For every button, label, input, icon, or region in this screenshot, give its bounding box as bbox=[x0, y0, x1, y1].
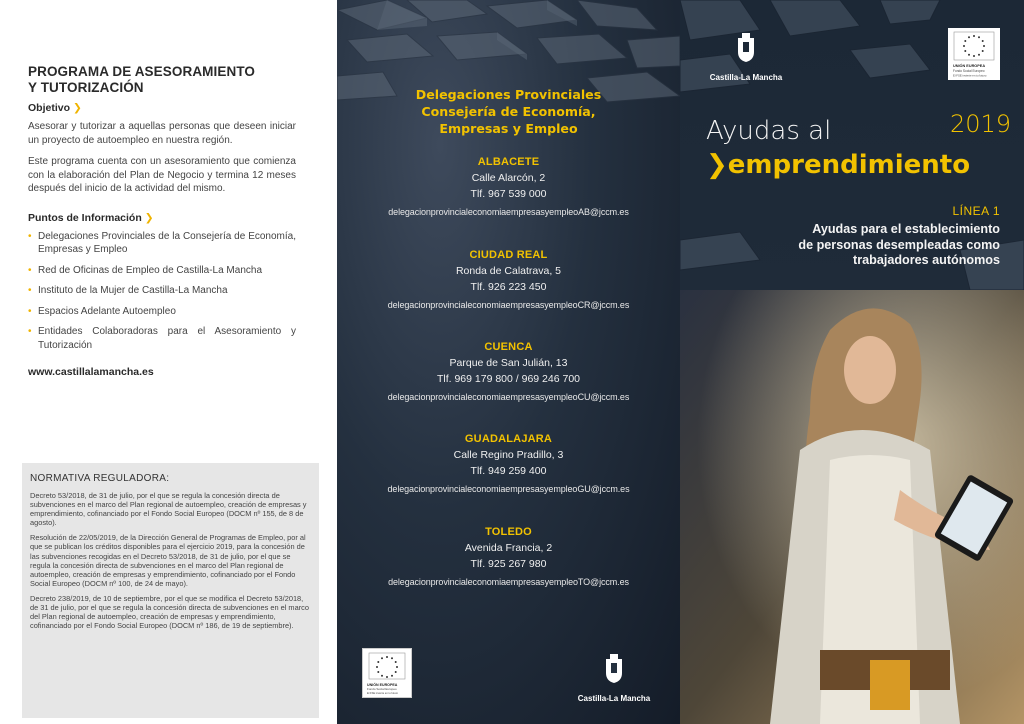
main-title-word: emprendimiento bbox=[727, 150, 971, 180]
delegacion-address: Parque de San Julián, 13 bbox=[449, 357, 568, 369]
svg-text:Fondo Social Europeo: Fondo Social Europeo bbox=[367, 687, 397, 691]
delegacion-phone: Tlf. 969 179 800 / 969 246 700 bbox=[436, 373, 581, 385]
left-panel bbox=[0, 0, 337, 724]
heading-line: Delegaciones Provinciales bbox=[415, 87, 602, 102]
delegacion-phone: Tlf. 925 267 980 bbox=[470, 558, 547, 570]
eu-stars-icon bbox=[363, 649, 411, 697]
delegacion-email[interactable]: delegacionprovincialeconomiaempresasyempleoCU@jccm.es bbox=[387, 392, 630, 402]
delegacion-email[interactable]: delegacionprovincialeconomiaempresasyempleoCR@jccm.es bbox=[387, 300, 630, 310]
delegacion-phone: Tlf. 926 223 450 bbox=[470, 281, 547, 293]
logo-label: Castilla-La Mancha bbox=[709, 73, 783, 82]
svg-text:Fondo Social Europeo: Fondo Social Europeo bbox=[953, 69, 985, 73]
delegacion-email[interactable]: delegacionprovincialeconomiaempresasyempleoTO@jccm.es bbox=[388, 577, 629, 587]
objetivo-paragraph-2: Este programa cuenta con un asesoramiento que comienza con la elaboración del Plan de Negocio y termina 12 meses después del inicio de la actividad del mismo. bbox=[28, 156, 296, 194]
castilla-la-mancha-logo bbox=[706, 32, 786, 82]
program-title-line2: Y TUTORIZACIÓN bbox=[28, 80, 144, 95]
middle-panel bbox=[337, 0, 680, 724]
program-title bbox=[28, 64, 296, 96]
delegacion-name: GUADALAJARA bbox=[464, 433, 553, 445]
eu-logo bbox=[362, 648, 412, 698]
svg-text:UNIÓN EUROPEA: UNIÓN EUROPEA bbox=[953, 64, 986, 68]
objetivo-paragraph-1: Asesorar y tutorizar a aquellas personas que deseen iniciar un proyecto de autoempleo en nuestra región. bbox=[28, 121, 296, 146]
delegacion-phone: Tlf. 949 259 400 bbox=[470, 465, 547, 477]
program-title-line1: PROGRAMA DE ASESORAMIENTO bbox=[28, 64, 256, 79]
delegacion-name: CIUDAD REAL bbox=[469, 249, 548, 261]
coat-of-arms-icon bbox=[602, 653, 626, 685]
description-line: trabajadores autónomos bbox=[853, 253, 1000, 267]
line-description bbox=[710, 222, 1000, 269]
list-item: • Entidades Colaboradoras para el Asesoramiento y Tutorización bbox=[28, 325, 296, 352]
objetivo-label: Objetivo bbox=[28, 102, 71, 114]
delegacion-name: CUENCA bbox=[484, 341, 533, 353]
delegacion-ciudad-real bbox=[337, 249, 680, 310]
delegaciones-heading bbox=[337, 86, 680, 137]
description-line: de personas desempleadas como bbox=[798, 237, 1000, 252]
delegacion-name: ALBACETE bbox=[477, 156, 540, 168]
right-panel bbox=[680, 0, 1024, 724]
list-item: • Delegaciones Provinciales de la Consejería de Economía, Empresas y Empleo bbox=[28, 230, 296, 257]
list-item: • Red de Oficinas de Empleo de Castilla-La Mancha bbox=[28, 264, 296, 278]
puntos-heading bbox=[28, 212, 296, 224]
year-label: 2019 bbox=[950, 110, 1012, 138]
chevron-right-icon: ❯ bbox=[144, 211, 154, 224]
delegacion-toledo bbox=[337, 526, 680, 587]
normativa-title: NORMATIVA REGULADORA: bbox=[30, 473, 170, 484]
svg-text:El FSE invierte en tu futuro: El FSE invierte en tu futuro bbox=[953, 73, 987, 78]
coat-of-arms-icon bbox=[734, 32, 758, 64]
svg-text:UNIÓN EUROPEA: UNIÓN EUROPEA bbox=[367, 683, 398, 687]
puntos-list bbox=[28, 230, 296, 353]
logo-label: Castilla-La Mancha bbox=[577, 694, 651, 703]
puntos-label: Puntos de Información bbox=[28, 211, 142, 224]
main-title-line1: Ayudas al bbox=[706, 116, 832, 146]
description-line: Ayudas para el establecimiento bbox=[812, 222, 1000, 236]
delegacion-guadalajara bbox=[337, 433, 680, 494]
list-item: • Espacios Adelante Autoempleo bbox=[28, 305, 296, 319]
program-info bbox=[28, 64, 296, 378]
delegacion-name: TOLEDO bbox=[485, 526, 532, 538]
svg-text:El FSE invierte en tu futuro: El FSE invierte en tu futuro bbox=[367, 692, 398, 695]
main-title-line2 bbox=[706, 150, 970, 180]
delegaciones-content bbox=[337, 0, 680, 724]
eu-logo bbox=[948, 28, 1000, 80]
delegacion-albacete bbox=[337, 156, 680, 217]
delegacion-address: Calle Alarcón, 2 bbox=[471, 172, 546, 184]
chevron-right-icon: ❯ bbox=[706, 150, 728, 180]
eu-stars-icon bbox=[948, 28, 1000, 80]
list-item: • Instituto de la Mujer de Castilla-La Mancha bbox=[28, 284, 296, 298]
delegacion-address: Ronda de Calatrava, 5 bbox=[455, 265, 562, 277]
delegacion-address: Avenida Francia, 2 bbox=[464, 542, 553, 554]
delegacion-email[interactable]: delegacionprovincialeconomiaempresasyempleoAB@jccm.es bbox=[388, 207, 629, 217]
linea-label: LÍNEA 1 bbox=[952, 204, 1000, 218]
castilla-la-mancha-logo bbox=[576, 653, 652, 703]
website-link[interactable]: www.castillalamancha.es bbox=[28, 366, 154, 378]
heading-line: Consejería de Economía, bbox=[421, 104, 596, 119]
delegacion-email[interactable]: delegacionprovincialeconomiaempresasyempleoGU@jccm.es bbox=[387, 484, 630, 494]
normativa-paragraph: Decreto 53/2018, de 31 de julio, por el que se regula la concesión directa de subvenciones en el marco del Plan regional de autoempleo, creación de empresas y emprendimiento, cofinanciado por el Fondo Social Europeo (DOCM nº 155, de 8 de agosto). bbox=[30, 491, 307, 528]
delegacion-phone: Tlf. 967 539 000 bbox=[470, 188, 547, 200]
delegacion-cuenca bbox=[337, 341, 680, 402]
normativa-paragraph: Decreto 238/2019, de 10 de septiembre, por el que se modifica el Decreto 53/2018, de 31 de julio, por el que se regula la concesión directa de subvenciones en el marco del Plan regional de autoempleo, creación de empresas y emprendimiento, cofinanciado por el Fondo Social Europeo (DOCM nº 186, de 19 de septiembre). bbox=[30, 593, 309, 631]
chevron-right-icon: ❯ bbox=[73, 102, 82, 114]
normativa-box bbox=[22, 463, 319, 718]
normativa-paragraph: Resolución de 22/05/2019, de la Dirección General de Programas de Empleo, por al que se publican los créditos disponibles para el ejercicio 2019, para la concesión de las subvenciones recogidas en el Decreto 53/2018, de 31 de julio, por el que se regula la concesión directa de subvenciones en el marco del Plan regional de autoempleo, creación de empresas y emprendimiento, cofinanciado por el Fondo Social Europeo (DOCM nº 100, de 24 de mayo). bbox=[30, 533, 306, 588]
objetivo-heading bbox=[28, 102, 296, 114]
heading-line: Empresas y Empleo bbox=[439, 121, 578, 136]
woman-with-tablet-photo bbox=[680, 290, 1024, 724]
delegacion-address: Calle Regino Pradillo, 3 bbox=[453, 449, 564, 461]
